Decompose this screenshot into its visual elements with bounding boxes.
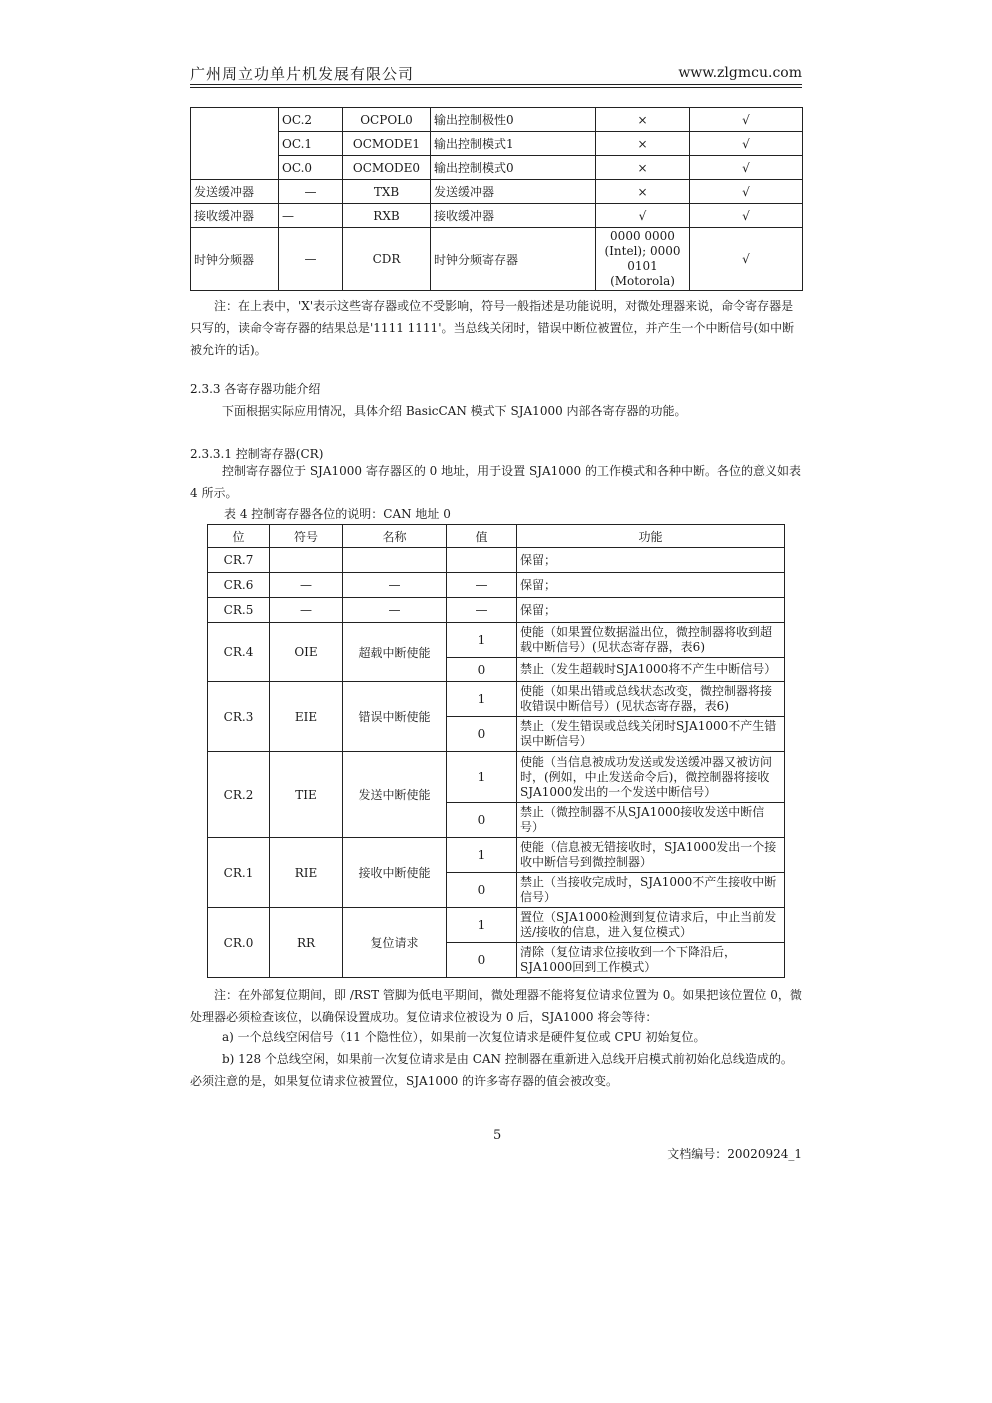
table-cell: √: [690, 132, 803, 156]
table-cell: 使能（信息被无错接收时，SJA1000发出一个接收中断信号到微控制器）: [517, 838, 785, 873]
table-row: [191, 132, 803, 156]
table-cell: —: [447, 573, 517, 598]
table-cell: ×: [596, 108, 690, 132]
table-cell: —: [343, 598, 447, 623]
table-cell: ×: [596, 180, 690, 204]
table-cell: 禁止（发生错误或总线关闭时SJA1000不产生错误中断信号）: [517, 717, 785, 752]
table-cell: 输出控制模式0: [431, 156, 596, 180]
header-url[interactable]: www.zlgmcu.com: [678, 65, 802, 81]
table-cell: OC.0: [279, 156, 343, 180]
table-cell: ×: [596, 132, 690, 156]
reset-note-item-a: a) 一个总线空闲信号（11 个隐性位），如果前一次复位请求是硬件复位或 CPU 初始复位。: [222, 1030, 706, 1044]
table-cell: CR.3: [208, 682, 270, 752]
subsection-heading: 2.3.3.1 控制寄存器(CR): [190, 447, 324, 461]
table-cell: —: [279, 180, 343, 204]
table-cell: 接收中断使能: [343, 838, 447, 908]
table-cell: 输出控制极性0: [431, 108, 596, 132]
table-cell: 使能（当信息被成功发送或发送缓冲器又被访问时，(例如，中止发送命令后)，微控制器将接收SJA1000发出的一个发送中断信号）: [517, 752, 785, 803]
table-cell: TXB: [343, 180, 431, 204]
table-cell: RR: [270, 908, 343, 978]
table-cell: OC.1: [279, 132, 343, 156]
table-row: [191, 156, 803, 180]
table-row: [208, 548, 785, 573]
table-cell: 禁止（当接收完成时，SJA1000不产生接收中断信号）: [517, 873, 785, 908]
table-row: [191, 180, 803, 204]
table-note: 注：在上表中，'X'表示这些寄存器或位不受影响，符号一般指述是功能说明，对微处理器来说，命令寄存器是只写的，读命令寄存器的结果总是'1111 1111'。当总线关闭时，错误中断位被置位，并产生一个中断信号(如中断被允许的话)。: [190, 299, 795, 357]
table-cell: 时钟分频寄存器: [431, 228, 596, 291]
table-cell: [343, 548, 447, 573]
table-cell: OIE: [270, 623, 343, 682]
table-cell: ×: [596, 156, 690, 180]
table-row: [208, 838, 785, 873]
table-cell: CR.2: [208, 752, 270, 838]
control-register-table: [207, 524, 785, 978]
section-body: 下面根据实际应用情况，具体介绍 BasicCAN 模式下 SJA1000 内部各寄存器的功能。: [222, 404, 687, 418]
table-cell: CR.0: [208, 908, 270, 978]
table-cell: OCMODE1: [343, 132, 431, 156]
column-header: 位: [208, 525, 270, 548]
table-cell: 接收缓冲器: [191, 204, 279, 228]
document-number: 文档编号：20020924_1: [667, 1147, 802, 1161]
header-divider-secondary: [190, 87, 802, 88]
table-cell: √: [690, 180, 803, 204]
table-cell: CR.5: [208, 598, 270, 623]
register-summary-table: [190, 107, 803, 291]
table-cell: 使能（如果出错或总线状态改变，微控制器将接收错误中断信号）(见状态寄存器，表6): [517, 682, 785, 717]
reset-note: 注：在外部复位期间，即 /RST 管脚为低电平期间，微处理器不能将复位请求位置为 0。如果把该位置位 0，微处理器必须检查该位，以确保设置成功。复位请求位被设为 0 后，SJA1000 将会等待：: [190, 988, 802, 1024]
table-cell: √: [690, 204, 803, 228]
table-row: [208, 752, 785, 803]
table-row: [191, 204, 803, 228]
table-cell: 复位请求: [343, 908, 447, 978]
table-cell: 1: [447, 908, 517, 943]
table-cell: 时钟分频器: [191, 228, 279, 291]
table-cell: CR.7: [208, 548, 270, 573]
header-company: 广州周立功单片机发展有限公司: [190, 65, 415, 83]
table-cell: CR.4: [208, 623, 270, 682]
table-cell: 1: [447, 752, 517, 803]
table-cell: 错误中断使能: [343, 682, 447, 752]
table-cell: 0: [447, 717, 517, 752]
table-header-row: [208, 525, 785, 548]
table-cell: —: [279, 204, 343, 228]
table-cell: 0: [447, 803, 517, 838]
table-row: [208, 682, 785, 717]
page-number: 5: [493, 1128, 502, 1143]
table-cell: 0: [447, 658, 517, 682]
table-cell: √: [690, 228, 803, 291]
table-cell: 发送中断使能: [343, 752, 447, 838]
table-cell: —: [270, 573, 343, 598]
table-cell: —: [447, 598, 517, 623]
table-cell: 0000 0000 (Intel); 0000 0101 (Motorola): [596, 228, 690, 291]
column-header: 值: [447, 525, 517, 548]
table-cell: [191, 108, 279, 180]
header-divider: [190, 84, 802, 85]
table-cell: OC.2: [279, 108, 343, 132]
table-cell: 0: [447, 943, 517, 978]
table-cell: 保留；: [517, 598, 785, 623]
table-cell: RIE: [270, 838, 343, 908]
table-row: [191, 228, 803, 291]
table-cell: OCMODE0: [343, 156, 431, 180]
table-cell: 使能（如果置位数据溢出位，微控制器将收到超载中断信号）(见状态寄存器，表6): [517, 623, 785, 658]
table-cell: √: [596, 204, 690, 228]
table-row: [208, 598, 785, 623]
table-cell: √: [690, 108, 803, 132]
table-cell: 禁止（微控制器不从SJA1000接收发送中断信号）: [517, 803, 785, 838]
table-cell: [447, 548, 517, 573]
table-cell: OCPOL0: [343, 108, 431, 132]
table-cell: —: [279, 228, 343, 291]
table-cell: 1: [447, 838, 517, 873]
table-cell: 输出控制模式1: [431, 132, 596, 156]
table-cell: EIE: [270, 682, 343, 752]
section-heading: 2.3.3 各寄存器功能介绍: [190, 382, 321, 396]
table-cell: CDR: [343, 228, 431, 291]
column-header: 名称: [343, 525, 447, 548]
table-row: [208, 908, 785, 943]
table-cell: —: [270, 598, 343, 623]
table-cell: √: [690, 156, 803, 180]
table-cell: 1: [447, 682, 517, 717]
table-row: [191, 108, 803, 132]
table-row: [208, 573, 785, 598]
table-cell: 保留；: [517, 548, 785, 573]
reset-note-item-b: b) 128 个总线空闲，如果前一次复位请求是由 CAN 控制器在重新进入总线开启模式前初始化总线造成的。必须注意的是，如果复位请求位被置位，SJA1000 的许多寄存器的值会被改变。: [190, 1052, 793, 1088]
table-cell: CR.6: [208, 573, 270, 598]
table-cell: —: [343, 573, 447, 598]
table-cell: [270, 548, 343, 573]
column-header: 符号: [270, 525, 343, 548]
table-cell: 超载中断使能: [343, 623, 447, 682]
column-header: 功能: [517, 525, 785, 548]
table-cell: 清除（复位请求位接收到一个下降沿后，SJA1000回到工作模式）: [517, 943, 785, 978]
table-cell: RXB: [343, 204, 431, 228]
table-cell: 发送缓冲器: [431, 180, 596, 204]
table-cell: 接收缓冲器: [431, 204, 596, 228]
table-row: [208, 623, 785, 658]
table-cell: CR.1: [208, 838, 270, 908]
table-caption: 表 4 控制寄存器各位的说明：CAN 地址 0: [224, 507, 451, 521]
table-cell: 发送缓冲器: [191, 180, 279, 204]
table-cell: 置位（SJA1000检测到复位请求后，中止当前发送/接收的信息，进入复位模式）: [517, 908, 785, 943]
table-cell: 0: [447, 873, 517, 908]
table-cell: 保留；: [517, 573, 785, 598]
table-cell: 禁止（发生超载时SJA1000将不产生中断信号）: [517, 658, 785, 682]
table-cell: 1: [447, 623, 517, 658]
table-cell: TIE: [270, 752, 343, 838]
subsection-body: 控制寄存器位于 SJA1000 寄存器区的 0 地址，用于设置 SJA1000 的工作模式和各种中断。各位的意义如表 4 所示。: [190, 464, 801, 500]
